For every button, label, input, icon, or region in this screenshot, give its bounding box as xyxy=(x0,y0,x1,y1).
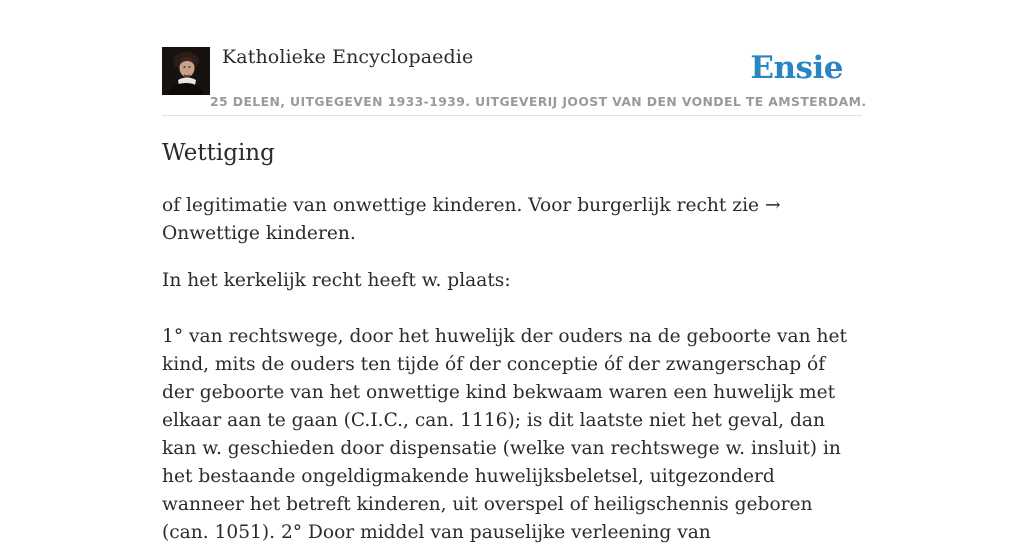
brand-logo[interactable]: Ensie xyxy=(750,50,843,86)
article-paragraph: In het kerkelijk recht heeft w. plaats: xyxy=(162,270,511,291)
article-title: Wettiging xyxy=(162,140,275,166)
article-paragraph: 1° van rechtswege, door het huwelijk der ouders na de geboorte van het kind, mits de ouders ten tijde óf der conceptie óf der zwangerschap óf der geboorte van het onwettige kind bekwaam waren een huwelijk met elkaar aan te gaan (C.I.C., can. 1116); is dit laatste niet het geval, dan kan w. geschieden door dispensatie (welke van rechtswege w. insluit) in het bestaande ongeldigmakende huwelijksbeletsel, uitgezonderd wanneer het betreft kinderen, uit overspel of heiligschennis geboren (can. 1051). 2° Door middel van pauselijke verleening van xyxy=(162,326,847,543)
site-title[interactable]: Katholieke Encyclopaedie xyxy=(222,46,474,68)
page-container xyxy=(162,0,867,543)
portrait-avatar-icon[interactable] xyxy=(162,47,210,95)
article-body xyxy=(162,192,862,547)
arrow-right-icon: → xyxy=(764,195,781,216)
site-header xyxy=(162,0,867,116)
paragraph-text: of legitimatie van onwettige kinderen. Voor burgerlijk recht zie xyxy=(162,195,760,216)
paragraph-text-end: . xyxy=(349,223,356,244)
cross-reference-label: Onwettige kinderen xyxy=(162,223,350,244)
site-subtitle: 25 DELEN, UITGEGEVEN 1933-1939. UITGEVERIJ JOOST VAN DEN VONDEL TE AMSTERDAM. xyxy=(210,94,867,109)
article-paragraph xyxy=(162,192,862,248)
